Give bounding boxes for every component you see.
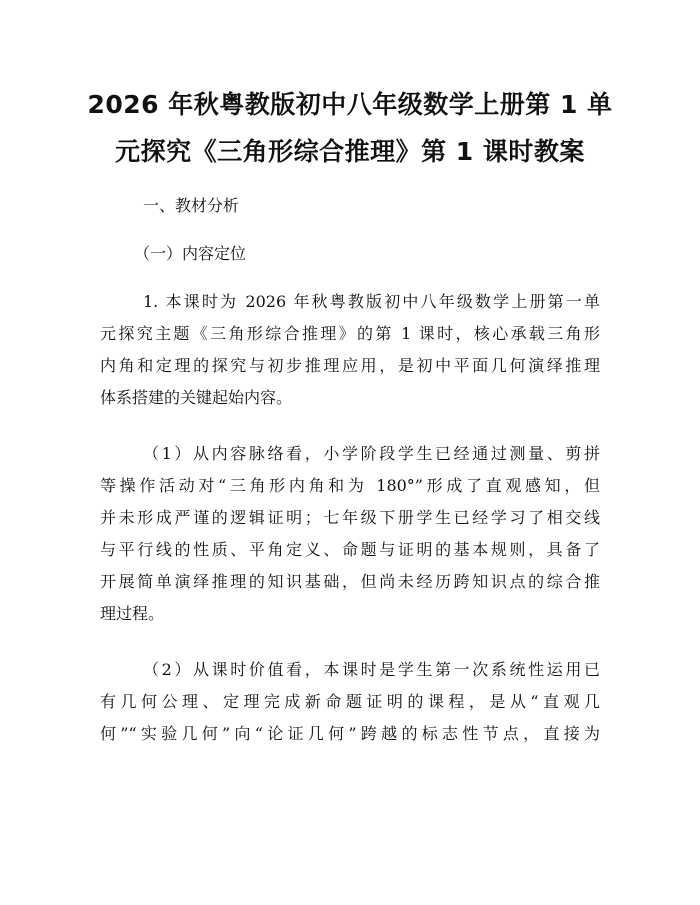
paragraph-2-line-2: 等操作活动对“三角形内角和为 180°”形成了直观感知，但 (100, 476, 600, 495)
paragraph-1-line-1: 1. 本课时为 2026 年秋粤教版初中八年级数学上册第一单 (143, 292, 600, 311)
paragraph-2-line-6: 理过程。 (100, 604, 165, 623)
paragraph-2-line-4: 与平行线的性质、平角定义、命题与证明的基本规则，具备了 (100, 540, 600, 559)
paragraph-2-line-5: 开展简单演绎推理的知识基础，但尚未经历跨知识点的综合推 (100, 572, 600, 591)
paragraph-1-line-3: 内角和定理的探究与初步推理应用，是初中平面几何演绎推理 (100, 356, 600, 375)
paragraph-2-line-1: （1）从内容脉络看，小学阶段学生已经通过测量、剪拼 (143, 444, 600, 463)
document-title-line-2: 元探究《三角形综合推理》第 1 课时教案 (115, 137, 585, 166)
section-heading: 一、教材分析 (143, 196, 240, 215)
paragraph-3-line-1: （2）从课时价值看，本课时是学生第一次系统性运用已 (143, 660, 600, 679)
paragraph-2-line-3: 并未形成严谨的逻辑证明；七年级下册学生已经学习了相交线 (100, 508, 600, 527)
paragraph-1-line-4: 体系搭建的关键起始内容。 (100, 388, 293, 407)
subsection-heading: （一）内容定位 (134, 244, 247, 263)
document-title-line-1: 2026 年秋粤教版初中八年级数学上册第 1 单 (87, 90, 613, 119)
paragraph-3-line-2: 有几何公理、定理完成新命题证明的课程，是从“直观几 (100, 692, 600, 711)
paragraph-3-line-3: 何”“实验几何”向“论证几何”跨越的标志性节点，直接为 (100, 724, 600, 743)
paragraph-1-line-2: 元探究主题《三角形综合推理》的第 1 课时，核心承载三角形 (100, 324, 600, 343)
